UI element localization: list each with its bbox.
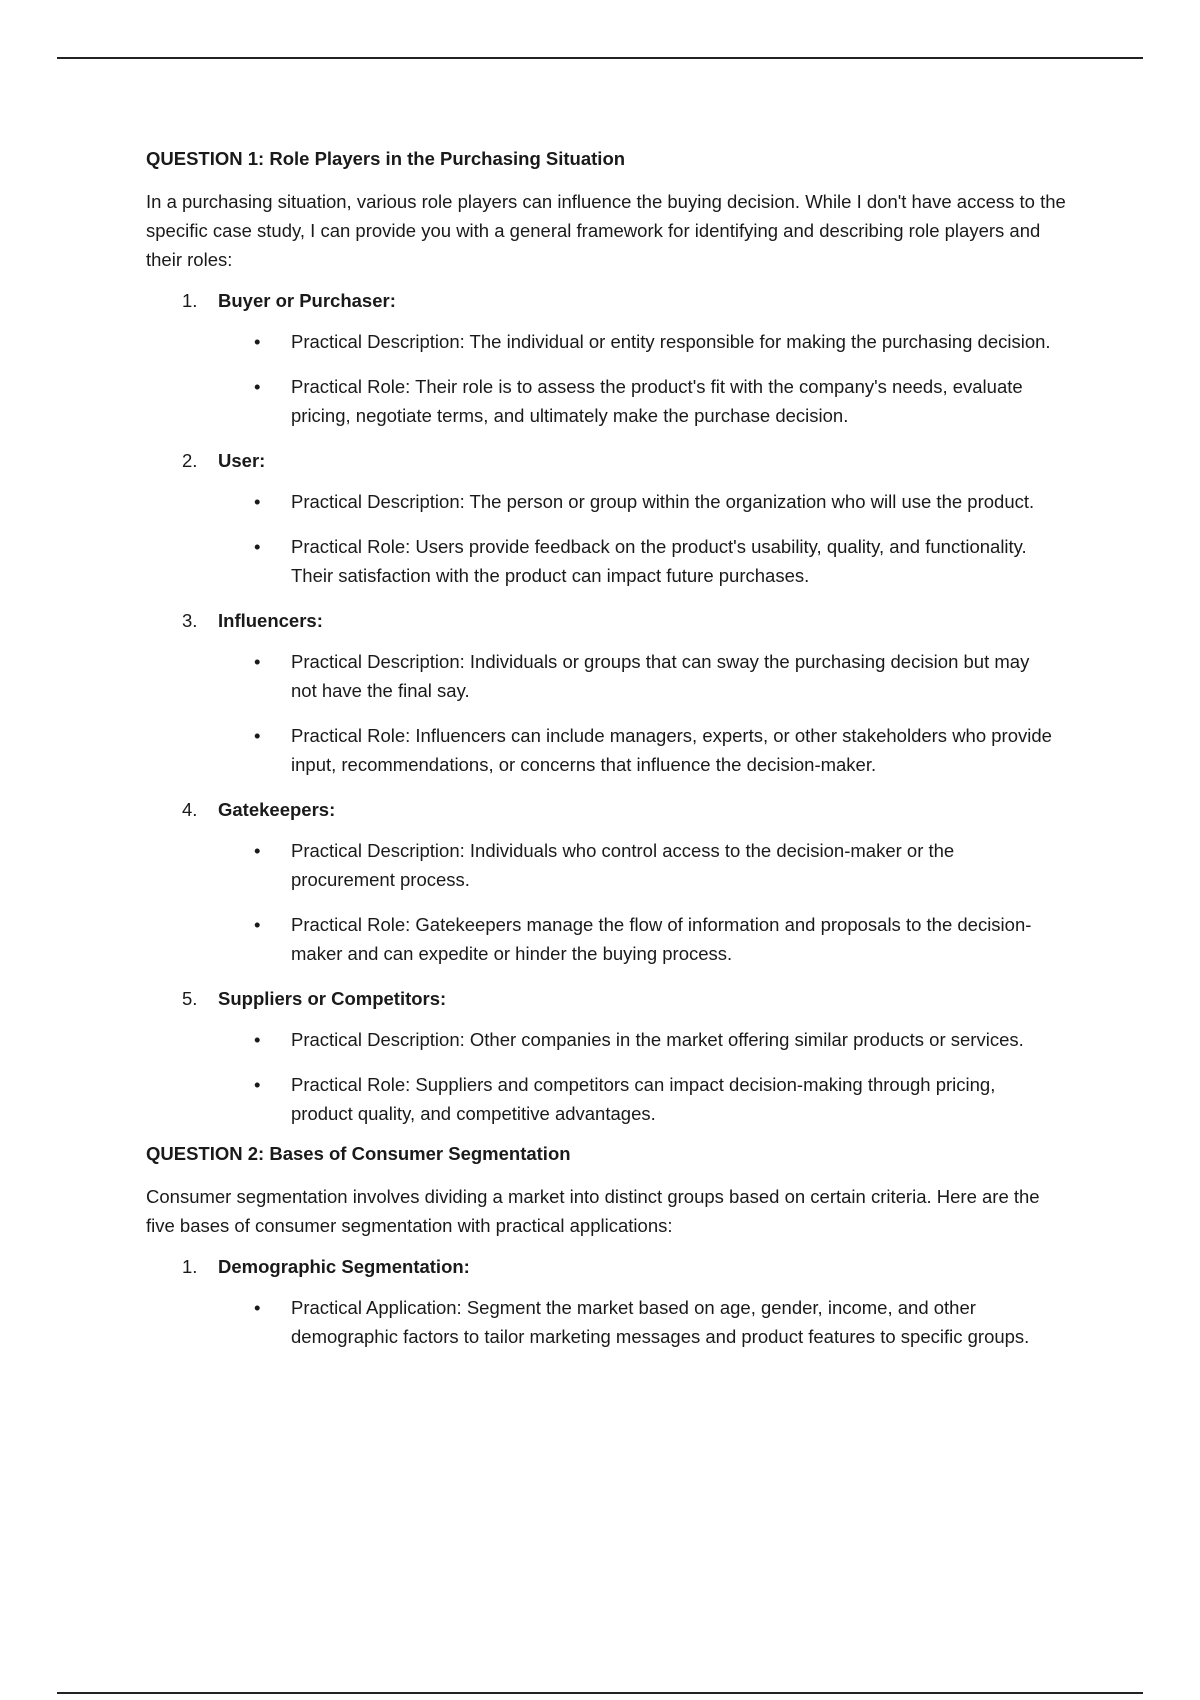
bullet-text: Practical Description: Individuals or groups that can sway the purchasing decision but may not have the final say. xyxy=(291,651,1030,701)
header-rule xyxy=(57,57,1143,59)
q1-item-1 xyxy=(146,286,1066,315)
footer-rule xyxy=(57,1692,1143,1694)
list-number: 1. xyxy=(182,290,198,311)
bullet-icon: • xyxy=(254,1029,261,1050)
q1-heading: QUESTION 1: Role Players in the Purchasing Situation xyxy=(146,148,626,169)
bullet-text: Practical Role: Influencers can include managers, experts, or other stakeholders who provide input, recommendations, or concerns that influence the decision-maker. xyxy=(291,725,1052,775)
document-body xyxy=(146,145,1066,1367)
list-title: Demographic Segmentation: xyxy=(218,1256,470,1277)
list-bullet xyxy=(146,910,1066,968)
q1-item-4 xyxy=(146,795,1066,824)
bullet-text: Practical Description: Other companies in the market offering similar products or services. xyxy=(291,1029,1024,1050)
list-bullet xyxy=(146,721,1066,779)
list-title: Buyer or Purchaser: xyxy=(218,290,396,311)
bullet-icon: • xyxy=(254,651,261,672)
list-bullet xyxy=(146,1070,1066,1128)
bullet-icon: • xyxy=(254,376,261,397)
q2-heading: QUESTION 2: Bases of Consumer Segmentation xyxy=(146,1143,571,1164)
list-title: Influencers: xyxy=(218,610,323,631)
bullet-text: Practical Description: The person or group within the organization who will use the product. xyxy=(291,491,1035,512)
list-title: User: xyxy=(218,450,266,471)
list-bullet xyxy=(146,1293,1066,1351)
bullet-text: Practical Role: Their role is to assess the product's fit with the company's needs, evaluate pricing, negotiate terms, and ultimately make the purchase decision. xyxy=(291,376,1023,426)
list-bullet xyxy=(146,487,1066,516)
bullet-text: Practical Description: The individual or entity responsible for making the purchasing decision. xyxy=(291,331,1051,352)
bullet-text: Practical Description: Individuals who control access to the decision-maker or the procurement process. xyxy=(291,840,955,890)
bullet-icon: • xyxy=(254,1074,261,1095)
bullet-icon: • xyxy=(254,1297,261,1318)
q1-item-5 xyxy=(146,984,1066,1013)
bullet-icon: • xyxy=(254,914,261,935)
q1-item-3 xyxy=(146,606,1066,635)
bullet-icon: • xyxy=(254,536,261,557)
bullet-text: Practical Role: Users provide feedback on the product's usability, quality, and functionality. Their satisfaction with the product can impact future purchases. xyxy=(291,536,1027,586)
bullet-icon: • xyxy=(254,725,261,746)
bullet-icon: • xyxy=(254,491,261,512)
list-bullet xyxy=(146,836,1066,894)
bullet-text: Practical Role: Gatekeepers manage the flow of information and proposals to the decision-maker and can expedite or hinder the buying process. xyxy=(291,914,1032,964)
list-number: 3. xyxy=(182,610,198,631)
q2-intro: Consumer segmentation involves dividing a market into distinct groups based on certain criteria. Here are the five bases of consumer segmentation with practical applications: xyxy=(146,1186,1040,1236)
list-number: 1. xyxy=(182,1256,198,1277)
list-number: 5. xyxy=(182,988,198,1009)
list-title: Suppliers or Competitors: xyxy=(218,988,447,1009)
list-bullet xyxy=(146,532,1066,590)
list-bullet xyxy=(146,372,1066,430)
list-number: 2. xyxy=(182,450,198,471)
bullet-icon: • xyxy=(254,840,261,861)
list-bullet xyxy=(146,647,1066,705)
bullet-text: Practical Role: Suppliers and competitors can impact decision-making through pricing, product quality, and competitive advantages. xyxy=(291,1074,996,1124)
list-number: 4. xyxy=(182,799,198,820)
q1-item-2 xyxy=(146,446,1066,475)
list-bullet xyxy=(146,327,1066,356)
q1-intro: In a purchasing situation, various role players can influence the buying decision. While I don't have access to the specific case study, I can provide you with a general framework for identifying and describing role players and their roles: xyxy=(146,191,1066,270)
q2-item-1 xyxy=(146,1252,1066,1281)
list-title: Gatekeepers: xyxy=(218,799,336,820)
bullet-text: Practical Application: Segment the market based on age, gender, income, and other demographic factors to tailor marketing messages and product features to specific groups. xyxy=(291,1297,1030,1347)
list-bullet xyxy=(146,1025,1066,1054)
bullet-icon: • xyxy=(254,331,261,352)
